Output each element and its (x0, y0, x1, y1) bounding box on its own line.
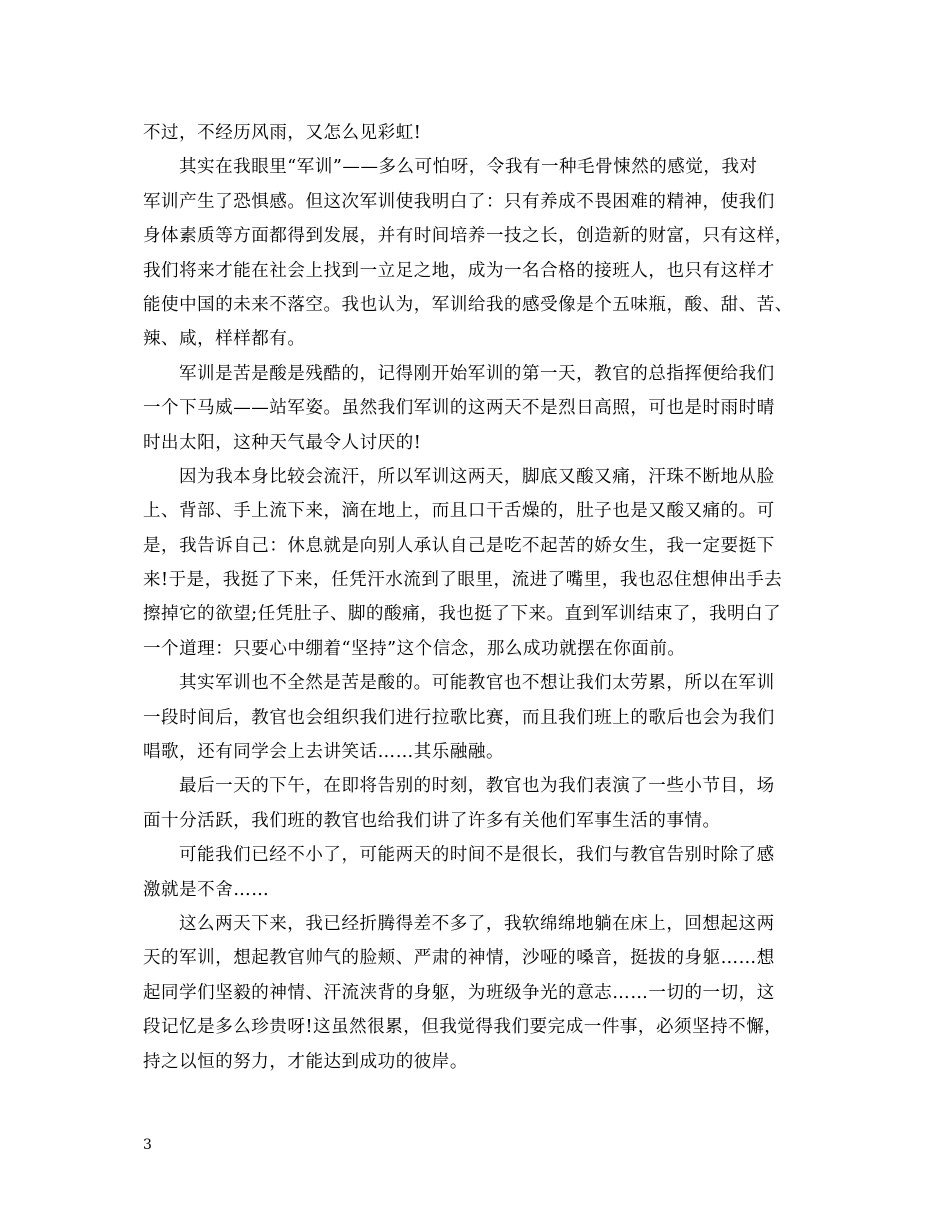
text-line: 辣、咸，样样都有。 (143, 329, 306, 350)
text-line: 其实在我眼里“军训”——多么可怕呀，令我有一种毛骨悚然的感觉，我对 (179, 157, 758, 178)
page-number: 3 (143, 1137, 152, 1153)
text-line: 段记忆是多么珍贵呀!这虽然很累，但我觉得我们要完成一件事，必须坚持不懈， (143, 1017, 783, 1038)
text-line: 天的军训，想起教官帅气的脸颊、严肃的神情，沙哑的嗓音，挺拔的身躯……想 (143, 948, 775, 969)
text-line: 最后一天的下午，在即将告别的时刻，教官也为我们表演了一些小节目，场 (179, 776, 775, 797)
text-line: 持之以恒的努力，才能达到成功的彼岸。 (143, 1051, 468, 1072)
text-line: 来!于是，我挺了下来，任凭汗水流到了眼里，流进了嘴里，我也忍住想伸出手去 (143, 570, 783, 591)
text-line: 因为我本身比较会流汗，所以军训这两天，脚底又酸又痛，汗珠不断地从脸 (179, 466, 775, 487)
text-line: 这么两天下来，我已经折腾得差不多了，我软绵绵地躺在床上，回想起这两 (179, 913, 775, 934)
text-line: 上、背部、手上流下来，滴在地上，而且口干舌燥的，肚子也是又酸又痛的。可 (143, 501, 775, 522)
text-line: 一个下马威——站军姿。虽然我们军训的这两天不是烈日高照，可也是时雨时晴 (143, 398, 775, 419)
text-line: 擦掉它的欲望;任凭肚子、脚的酸痛，我也挺了下来。直到军训结束了，我明白了 (143, 604, 782, 625)
body-text (143, 116, 823, 1079)
text-line: 激就是不舍…… (143, 879, 270, 900)
text-line: 一个道理：只要心中绷着“坚持”这个信念，那么成功就摆在你面前。 (143, 638, 686, 659)
text-line: 面十分活跃，我们班的教官也给我们讲了许多有关他们军事生活的事情。 (143, 810, 721, 831)
text-line: 可能我们已经不小了，可能两天的时间不是很长，我们与教官告别时除了感 (179, 845, 775, 866)
text-line: 起同学们坚毅的神情、汗流浃背的身躯，为班级争光的意志……一切的一切，这 (143, 982, 775, 1003)
text-line: 身体素质等方面都得到发展，并有时间培养一技之长，创造新的财富，只有这样， (143, 226, 793, 247)
text-line: 军训产生了恐惧感。但这次军训使我明白了：只有养成不畏困难的精神，使我们 (143, 191, 775, 212)
text-line: 其实军训也不全然是苦是酸的。可能教官也不想让我们太劳累，所以在军训 (179, 673, 775, 694)
text-line: 军训是苦是酸是残酷的，记得刚开始军训的第一天，教官的总指挥便给我们 (179, 363, 775, 384)
text-line: 能使中国的未来不落空。我也认为，军训给我的感受像是个五味瓶，酸、甜、苦、 (143, 294, 793, 315)
text-line: 是，我告诉自己：休息就是向别人承认自己是吃不起苦的娇女生，我一定要挺下 (143, 535, 775, 556)
text-line: 一段时间后，教官也会组织我们进行拉歌比赛，而且我们班上的歌后也会为我们 (143, 707, 775, 728)
text-line: 不过，不经历风雨，又怎么见彩虹! (143, 123, 422, 143)
text-line: 唱歌，还有同学会上去讲笑话……其乐融融。 (143, 742, 504, 763)
text-line: 我们将来才能在社会上找到一立足之地，成为一名合格的接班人，也只有这样才 (143, 260, 775, 281)
text-line: 时出太阳，这种天气最令人讨厌的! (143, 432, 422, 453)
